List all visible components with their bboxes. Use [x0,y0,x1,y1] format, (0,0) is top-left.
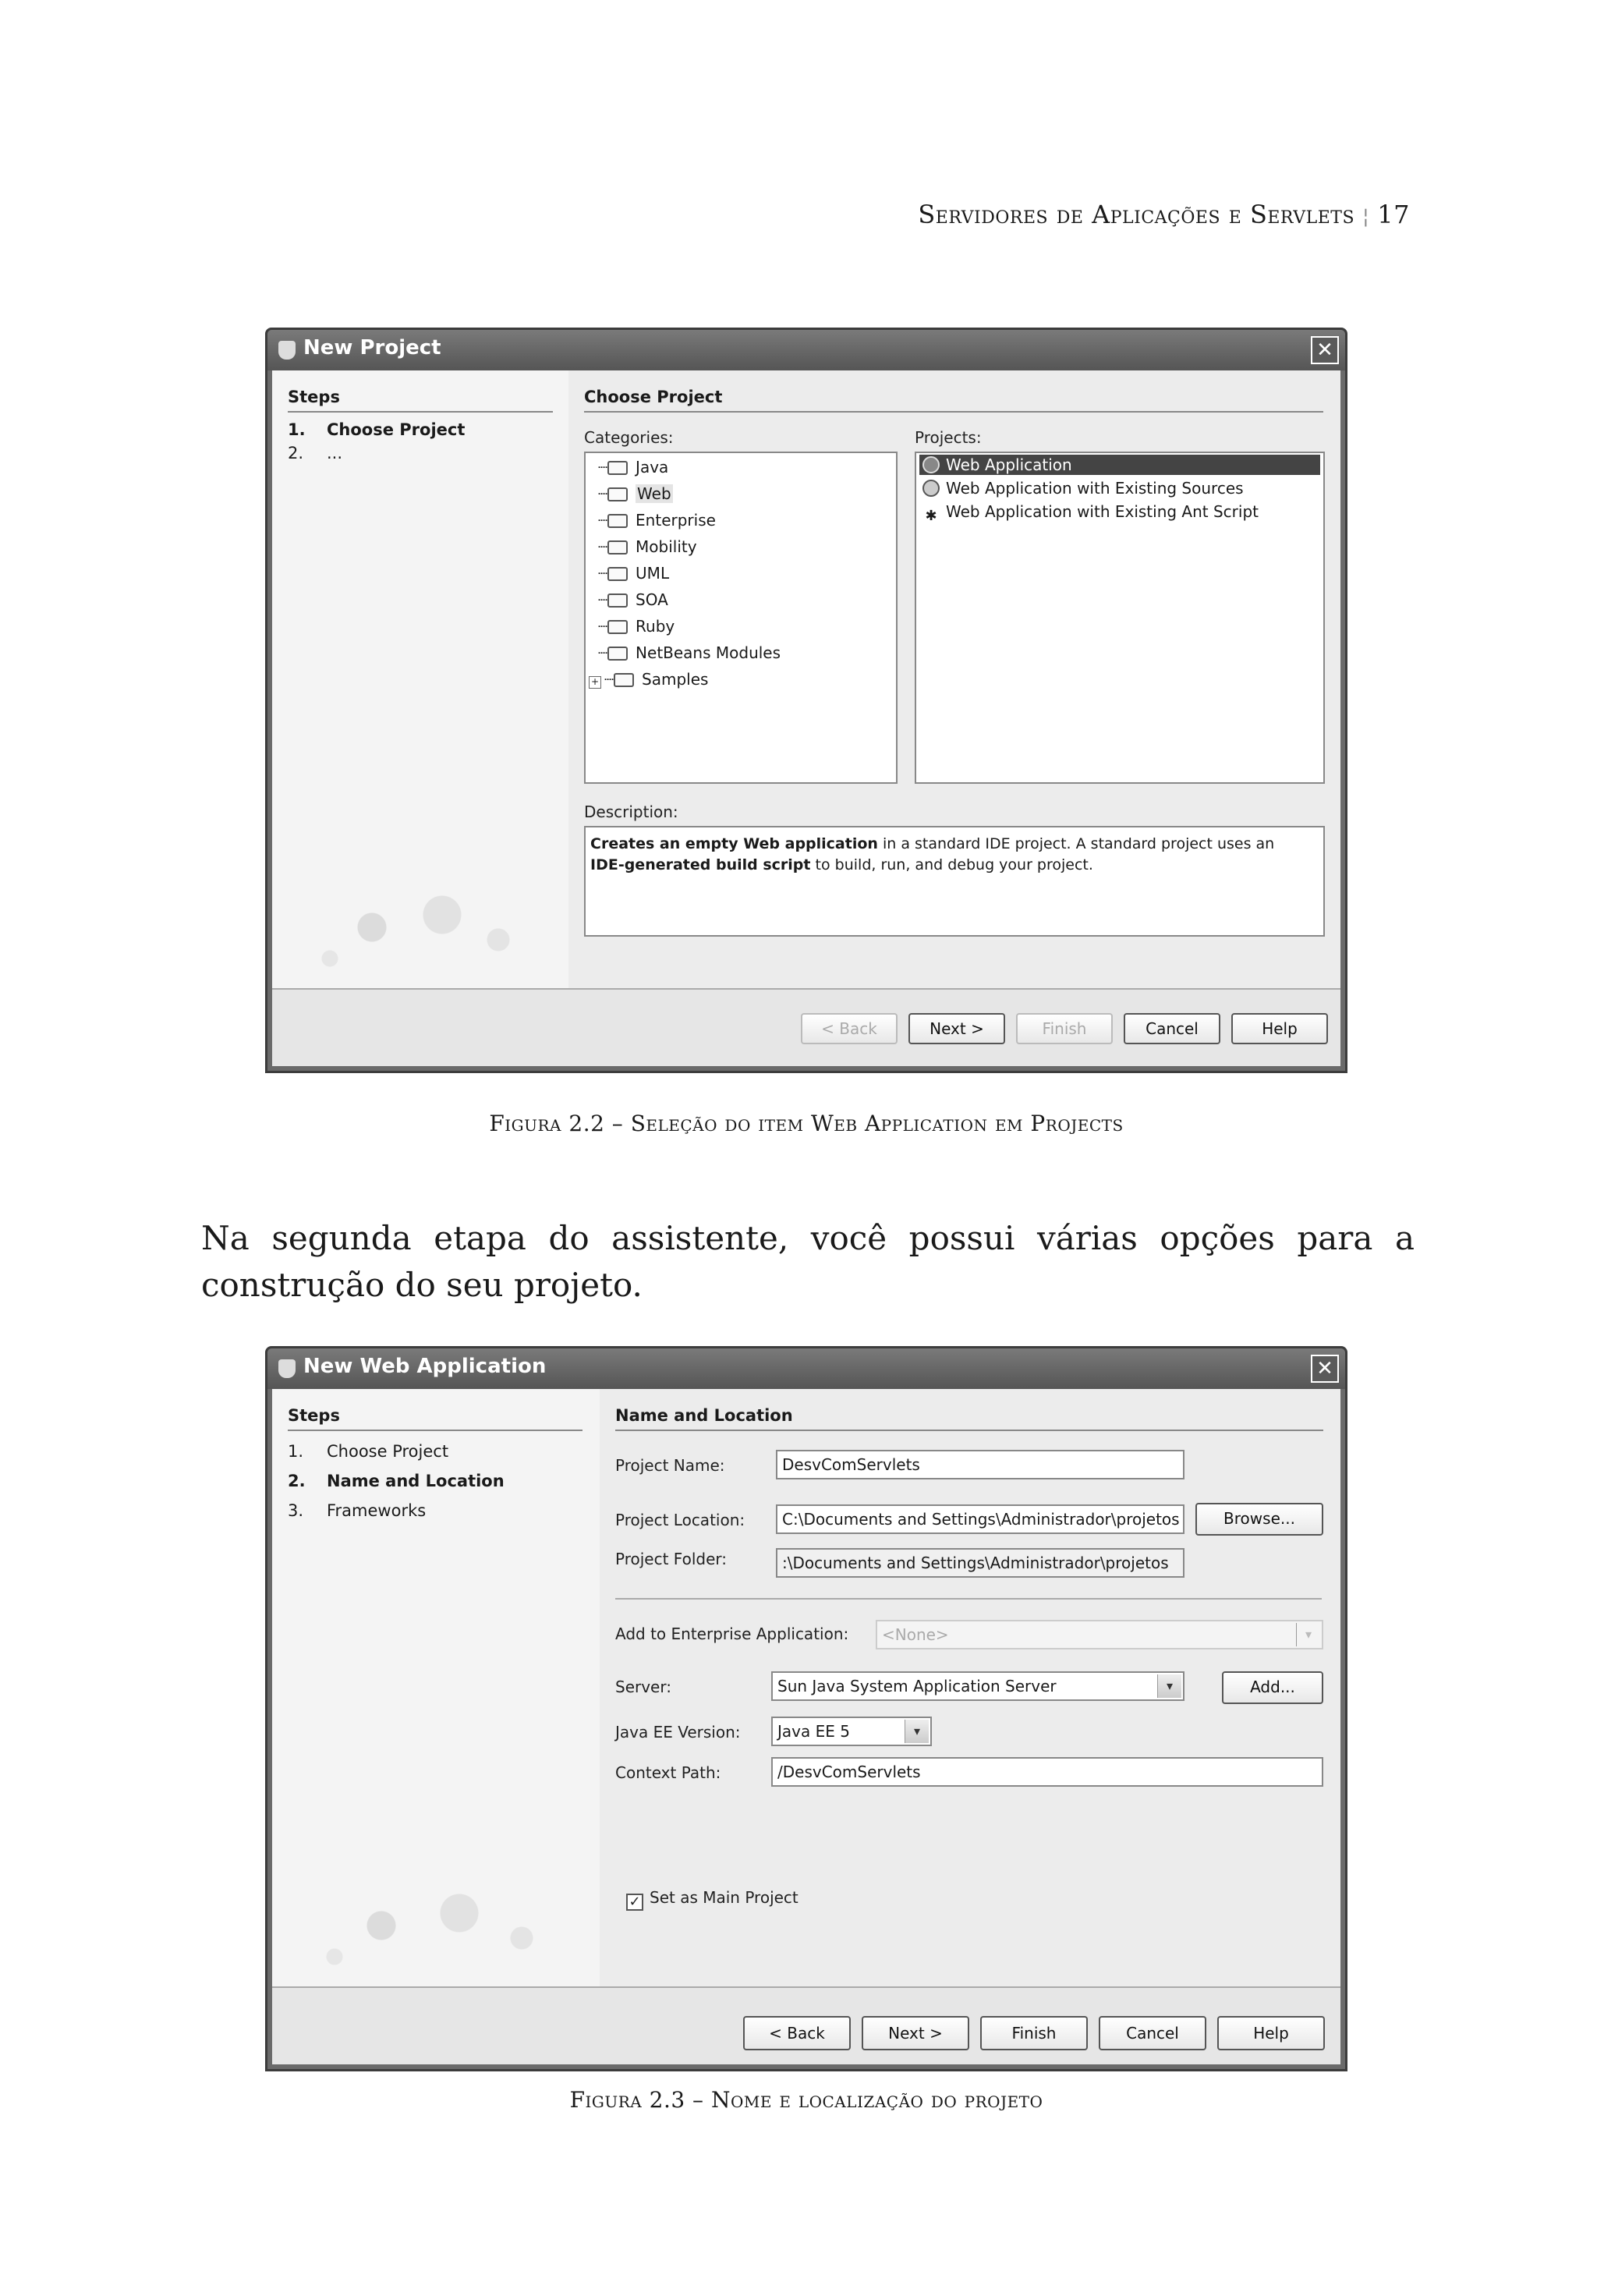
close-icon: ✕ [1316,1357,1333,1380]
context-path-input[interactable]: /DesvComServlets [771,1757,1323,1787]
button-bar [272,988,1340,1066]
description-label: Description: [584,803,678,821]
finish-button[interactable]: Finish [980,2016,1088,2050]
window-title: New Project [303,336,441,360]
main-project-checkbox-row[interactable]: ✓ Set as Main Project [626,1888,798,1911]
figure-caption-1: Figura 2.2 – Seleção do item Web Application em Projects [489,1111,1124,1136]
chevron-down-icon: ▾ [1157,1674,1181,1698]
next-button[interactable]: Next > [908,1013,1005,1044]
running-head-separator: ¦ [1362,205,1370,229]
steps-heading: Steps [288,388,553,413]
close-button[interactable] [1311,1355,1339,1383]
project-item-existing-sources[interactable]: Web Application with Existing Sources [919,478,1320,498]
tree-item-soa[interactable]: ┈ SOA [598,590,668,609]
new-web-application-window [265,1346,1347,2071]
folder-icon [614,673,634,687]
chevron-down-icon: ▾ [905,1720,929,1743]
add-server-button[interactable]: Add... [1222,1671,1323,1704]
expand-icon[interactable]: + [589,676,601,689]
steps-heading: Steps [288,1406,582,1431]
help-button[interactable]: Help [1231,1013,1328,1044]
new-project-window [265,328,1347,1073]
section-heading: Choose Project [584,388,1323,413]
tree-item-uml[interactable]: ┈ UML [598,564,670,583]
projects-list[interactable] [915,452,1325,784]
running-head [918,200,1410,229]
globe-icon [922,480,940,497]
project-name-label: Project Name: [615,1456,725,1475]
tree-item-enterprise[interactable]: ┈ Enterprise [598,511,716,530]
steps-panel [272,1389,600,1988]
step-3: 3. Frameworks [288,1501,427,1520]
tree-item-web[interactable]: ┈ Web [598,484,671,503]
figure-caption-2: Figura 2.3 – Nome e localização do projeto [569,2087,1043,2113]
folder-icon [607,514,628,528]
bug-icon: ✱ [925,508,937,524]
project-item-web-application[interactable]: Web Application [919,455,1320,475]
enterprise-application-select[interactable]: <None> ▾ [876,1620,1323,1649]
steps-panel [272,370,568,990]
step-1: 1. Choose Project [288,420,466,439]
next-button[interactable]: Next > [862,2016,969,2050]
help-button[interactable]: Help [1217,2016,1325,2050]
enterprise-application-label: Add to Enterprise Application: [615,1625,849,1643]
back-button[interactable]: < Back [743,2016,851,2050]
description-box: Creates an empty Web application in a standard IDE project. A standard project uses an IDE-generated build script to build, run, and debug your project. [584,826,1325,937]
categories-tree[interactable] [584,452,898,784]
step-1: 1. Choose Project [288,1442,449,1461]
close-button[interactable] [1311,336,1339,364]
main-project-checkbox[interactable]: ✓ [626,1894,643,1911]
folder-icon [607,461,628,475]
project-name-input[interactable]: DesvComServlets [776,1450,1184,1479]
globe-icon [922,456,940,473]
folder-icon [607,647,628,661]
chevron-down-icon: ▾ [1296,1623,1320,1646]
body-paragraph: Na segunda etapa do assistente, você possui várias opções para a construção do seu projeto. [201,1219,1415,1304]
tree-item-ruby[interactable]: ┈ Ruby [598,617,675,636]
window-title: New Web Application [303,1355,547,1378]
app-icon [278,1359,296,1378]
title-bar [267,1348,1345,1389]
project-folder-label: Project Folder: [615,1550,727,1568]
dialog-body [272,1389,1340,2064]
app-icon [278,341,296,360]
tree-item-java[interactable]: ┈ Java [598,458,669,477]
button-bar [272,1986,1340,2064]
decorative-bubbles [288,865,568,990]
back-button[interactable]: < Back [801,1013,898,1044]
context-path-label: Context Path: [615,1763,721,1782]
section-heading: Name and Location [615,1406,1323,1431]
separator [615,1598,1322,1600]
tree-item-samples[interactable]: + ┈ Samples [589,670,708,689]
cancel-button[interactable]: Cancel [1124,1013,1220,1044]
project-location-input[interactable]: C:\Documents and Settings\Administrador\projetos [776,1504,1184,1534]
running-head-title: Servidores de Aplicações e Servlets [918,200,1355,229]
title-bar [267,330,1345,370]
server-label: Server: [615,1678,671,1696]
projects-label: Projects: [915,428,982,447]
browse-button[interactable]: Browse... [1195,1503,1323,1536]
folder-icon [607,593,628,608]
folder-icon [607,487,628,501]
server-select[interactable]: Sun Java System Application Server ▾ [771,1671,1184,1701]
tree-item-mobility[interactable]: ┈ Mobility [598,537,697,556]
step-2: 2. Name and Location [288,1472,505,1490]
dialog-body [272,370,1340,1066]
page-number: 17 [1377,200,1410,229]
project-item-existing-ant-script[interactable]: ✱ Web Application with Existing Ant Script [919,501,1320,522]
close-icon: ✕ [1316,338,1333,362]
java-ee-version-label: Java EE Version: [615,1723,741,1741]
folder-icon [607,567,628,581]
finish-button[interactable]: Finish [1016,1013,1113,1044]
categories-label: Categories: [584,428,674,447]
java-ee-version-select[interactable]: Java EE 5 ▾ [771,1717,932,1746]
folder-icon [607,620,628,634]
folder-icon [607,540,628,555]
tree-item-netbeans-modules[interactable]: ┈ NetBeans Modules [598,643,781,662]
project-folder-field: :\Documents and Settings\Administrador\projetos [776,1548,1184,1578]
project-location-label: Project Location: [615,1511,745,1529]
cancel-button[interactable]: Cancel [1099,2016,1206,2050]
step-2: 2. ... [288,444,343,462]
decorative-bubbles [288,1863,600,1988]
